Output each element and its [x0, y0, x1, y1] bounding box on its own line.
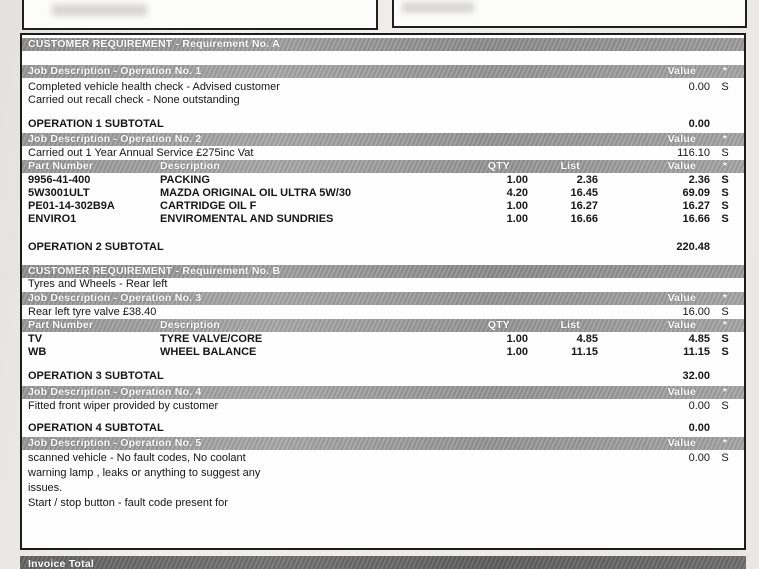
job-line-flag	[710, 94, 740, 107]
part-qty: 1.00	[506, 213, 528, 225]
header-box-right	[392, 0, 747, 28]
redacted-text-blob	[402, 2, 474, 13]
part-qty: 1.00	[506, 346, 528, 358]
redacted-text-blob	[52, 4, 147, 16]
job-line-text: Completed vehicle health check - Advised customer	[28, 81, 280, 93]
part-list-price: 2.36	[576, 174, 598, 186]
job-line-value: 0.00	[688, 81, 710, 93]
job-line-value: 0.00	[688, 452, 710, 464]
section-title: CUSTOMER REQUIREMENT - Requirement No. B	[28, 265, 281, 277]
operation-5-header	[22, 437, 744, 450]
job-line	[22, 306, 744, 319]
job-line-value: 16.00	[682, 306, 710, 318]
job-line	[22, 147, 744, 160]
part-description: ENVIROMENTAL AND SUNDRIES	[160, 213, 334, 225]
section-title: Job Description - Operation No. 3	[28, 292, 202, 304]
qty-column-header: QTY	[487, 319, 510, 331]
part-flag: S	[721, 200, 729, 212]
part-value: 2.36	[688, 174, 710, 186]
section-title: Job Description - Operation No. 5	[28, 437, 202, 449]
part-value: 69.09	[682, 187, 710, 199]
job-line-value: 116.10	[677, 147, 710, 159]
description-column-header: Description	[160, 160, 220, 172]
operation-4-subtotal-row	[22, 422, 744, 435]
job-line-value	[598, 94, 710, 107]
parts-table-header	[22, 160, 744, 173]
part-qty: 1.00	[506, 333, 528, 345]
value-column-header: Value	[667, 437, 696, 449]
part-qty: 1.00	[506, 200, 528, 212]
part-number-column-header: Part Number	[28, 160, 94, 172]
part-number: PE01-14-302B9A	[28, 200, 115, 212]
value-column-header: Value	[667, 65, 696, 77]
customer-requirement-a-header	[22, 38, 744, 51]
job-line-flag: S	[721, 306, 729, 318]
job-line-text: Carried out 1 Year Annual Service £275inc Vat	[28, 147, 254, 159]
operation-4-header	[22, 386, 744, 399]
job-line	[22, 467, 744, 480]
part-value: 4.85	[688, 333, 710, 345]
section-title: CUSTOMER REQUIREMENT - Requirement No. A	[28, 38, 280, 50]
part-flag: S	[721, 187, 729, 199]
part-list-price: 16.27	[570, 200, 598, 212]
job-line-value: 0.00	[688, 400, 710, 412]
invoice-total-header	[20, 556, 746, 569]
part-list-price: 16.45	[570, 187, 598, 199]
description-column-header: Description	[160, 319, 220, 331]
job-line	[22, 452, 744, 465]
job-line	[22, 497, 744, 510]
section-title: Job Description - Operation No. 4	[28, 386, 202, 398]
subtotal-value: 0.00	[688, 118, 710, 130]
subtotal-label: OPERATION 4 SUBTOTAL	[28, 422, 164, 434]
star-column-header: *	[722, 437, 728, 449]
part-flag: S	[721, 174, 729, 186]
subtotal-value: 220.48	[676, 241, 710, 253]
job-line-text: warning lamp , leaks or anything to suggest any	[28, 467, 261, 479]
operation-3-header	[22, 292, 744, 305]
star-column-header: *	[722, 65, 728, 77]
requirement-note-text: Tyres and Wheels - Rear left	[28, 278, 168, 290]
part-description: WHEEL BALANCE	[160, 346, 257, 358]
job-line-flag: S	[721, 81, 729, 93]
part-description: PACKING	[160, 174, 210, 186]
subtotal-value: 0.00	[688, 422, 710, 434]
job-line	[22, 94, 744, 107]
subtotal-label: OPERATION 3 SUBTOTAL	[28, 370, 164, 382]
part-row	[22, 187, 744, 200]
job-line-flag: S	[721, 452, 729, 464]
job-line-text: Carried out recall check - None outstanding	[28, 94, 240, 106]
subtotal-label: OPERATION 2 SUBTOTAL	[28, 241, 164, 253]
part-description: MAZDA ORIGINAL OIL ULTRA 5W/30	[160, 187, 352, 199]
job-line-flag: S	[721, 147, 729, 159]
part-description: CARTRIDGE OIL F	[160, 200, 257, 212]
section-title: Job Description - Operation No. 1	[28, 65, 202, 77]
star-column-header: *	[722, 133, 728, 145]
operation-1-header	[22, 65, 744, 78]
value-column-header: Value	[667, 160, 696, 172]
part-number: WB	[28, 346, 47, 358]
job-line	[22, 400, 744, 413]
job-line-text: issues.	[28, 482, 63, 494]
subtotal-label: OPERATION 1 SUBTOTAL	[28, 118, 164, 130]
job-line	[22, 81, 744, 94]
part-flag: S	[721, 333, 729, 345]
star-column-header: *	[722, 160, 728, 172]
part-flag: S	[721, 213, 729, 225]
requirement-note	[22, 278, 744, 291]
part-list-price: 11.15	[571, 346, 598, 358]
operation-1-subtotal-row	[22, 118, 744, 131]
qty-column-header: QTY	[487, 160, 510, 172]
job-line-text: Fitted front wiper provided by customer	[28, 400, 219, 412]
operation-3-subtotal-row	[22, 370, 744, 383]
job-line	[22, 482, 744, 495]
section-title: Job Description - Operation No. 2	[28, 133, 202, 145]
part-qty: 1.00	[506, 174, 528, 186]
part-row	[22, 200, 744, 213]
part-number: TV	[28, 333, 43, 345]
invoice-total-title: Invoice Total	[28, 558, 94, 569]
operation-2-subtotal-row	[22, 241, 744, 254]
invoice-body-frame	[20, 33, 746, 550]
part-value: 16.66	[682, 213, 710, 225]
star-column-header: *	[722, 386, 728, 398]
job-line-flag: S	[721, 400, 729, 412]
list-column-header: List	[560, 319, 580, 331]
part-qty: 4.20	[506, 187, 528, 199]
part-row	[22, 333, 744, 346]
value-column-header: Value	[667, 133, 696, 145]
part-value: 11.15	[683, 346, 710, 358]
star-column-header: *	[722, 319, 728, 331]
job-line-text: Start / stop button - fault code present for	[28, 497, 228, 509]
header-box-left	[22, 0, 378, 30]
operation-2-header	[22, 133, 744, 146]
parts-table-header	[22, 319, 744, 332]
value-column-header: Value	[667, 292, 696, 304]
value-column-header: Value	[667, 386, 696, 398]
star-column-header: *	[722, 292, 728, 304]
customer-requirement-b-header	[22, 265, 744, 278]
job-line-text: Rear left tyre valve £38.40	[28, 306, 157, 318]
job-line-text: scanned vehicle - No fault codes, No coolant	[28, 452, 246, 464]
part-number: 5W3001ULT	[28, 187, 90, 199]
part-number: ENVIRO1	[28, 213, 77, 225]
part-number: 9956-41-400	[28, 174, 91, 186]
subtotal-value: 32.00	[682, 370, 710, 382]
part-row	[22, 174, 744, 187]
list-column-header: List	[560, 160, 580, 172]
part-description: TYRE VALVE/CORE	[160, 333, 263, 345]
part-list-price: 16.66	[570, 213, 598, 225]
part-flag: S	[721, 346, 729, 358]
part-row	[22, 213, 744, 226]
part-list-price: 4.85	[576, 333, 598, 345]
part-row	[22, 346, 744, 359]
part-number-column-header: Part Number	[28, 319, 94, 331]
value-column-header: Value	[667, 319, 696, 331]
part-value: 16.27	[682, 200, 710, 212]
